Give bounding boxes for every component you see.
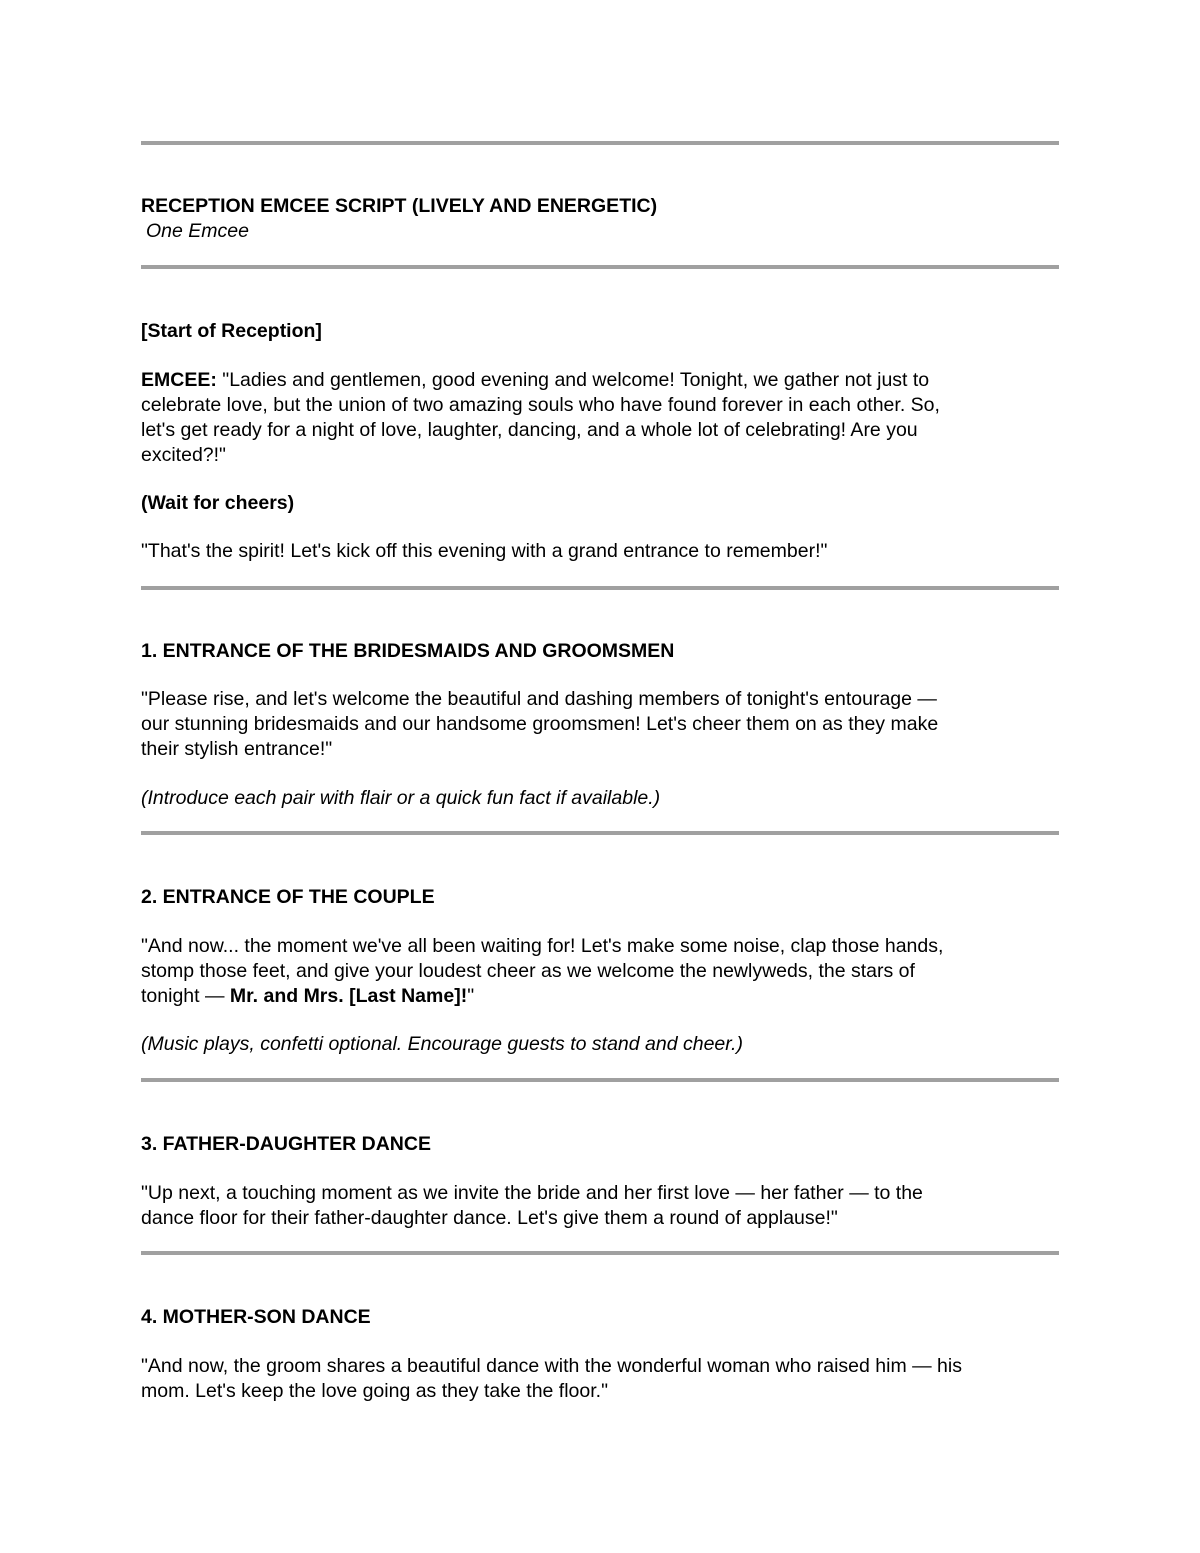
section-2-line-2: stomp those feet, and give your loudest cheer as we welcome the newlyweds, the stars of [141,960,915,982]
start-paragraph-line-4: excited?!" [141,444,226,466]
divider-1 [141,586,1059,590]
section-2-heading: 2. ENTRANCE OF THE COUPLE [141,886,435,908]
divider-3 [141,1078,1059,1082]
start-paragraph-line-1 [141,368,1059,393]
start-cue: (Wait for cheers) [141,492,295,514]
section-4-line-1: "And now, the groom shares a beautiful dance with the wonderful woman who raised him — his [141,1355,962,1377]
start-paragraph-line-3: let's get ready for a night of love, laughter, dancing, and a whole lot of celebrating! Are you [141,419,918,441]
start-heading: [Start of Reception] [141,320,322,342]
section-4-heading: 4. MOTHER-SON DANCE [141,1306,371,1328]
divider-4 [141,1251,1059,1255]
section-2-line-3-prefix: tonight — [141,985,230,1007]
start-reply: "That's the spirit! Let's kick off this evening with a grand entrance to remember!" [141,540,828,562]
section-1-line-1: "Please rise, and let's welcome the beautiful and dashing members of tonight's entourage — [141,688,937,710]
section-3-line-2: dance floor for their father-daughter dance. Let's give them a round of applause!" [141,1207,838,1229]
document-subtitle: One Emcee [146,220,249,242]
section-4-line-2: mom. Let's keep the love going as they take the floor." [141,1380,609,1402]
section-2-line-3-suffix: " [467,985,475,1007]
section-1-heading: 1. ENTRANCE OF THE BRIDESMAIDS AND GROOMSMEN [141,640,675,662]
divider-top [141,141,1059,145]
divider-2 [141,831,1059,835]
start-line-1-text: "Ladies and gentlemen, good evening and welcome! Tonight, we gather not just to [222,369,930,391]
document-title: RECEPTION EMCEE SCRIPT (LIVELY AND ENERGETIC) [141,195,658,217]
section-1-line-3: their stylish entrance!" [141,738,333,760]
section-2-line-3 [141,984,1059,1009]
start-paragraph-line-2: celebrate love, but the union of two amazing souls who have found forever in each other. So, [141,394,940,416]
section-2-line-1: "And now... the moment we've all been waiting for! Let's make some noise, clap those hands, [141,935,944,957]
divider-header [141,265,1059,269]
speaker-label: EMCEE: [141,369,217,391]
section-3-heading: 3. FATHER-DAUGHTER DANCE [141,1133,431,1155]
section-3-line-1: "Up next, a touching moment as we invite the bride and her first love — her father — to the [141,1182,923,1204]
couple-name: Mr. and Mrs. [Last Name]! [229,985,468,1007]
section-1-line-2: our stunning bridesmaids and our handsome groomsmen! Let's cheer them on as they make [141,713,939,735]
section-2-note: (Music plays, confetti optional. Encourage guests to stand and cheer.) [141,1033,743,1055]
section-1-note: (Introduce each pair with flair or a quick fun fact if available.) [141,787,661,809]
